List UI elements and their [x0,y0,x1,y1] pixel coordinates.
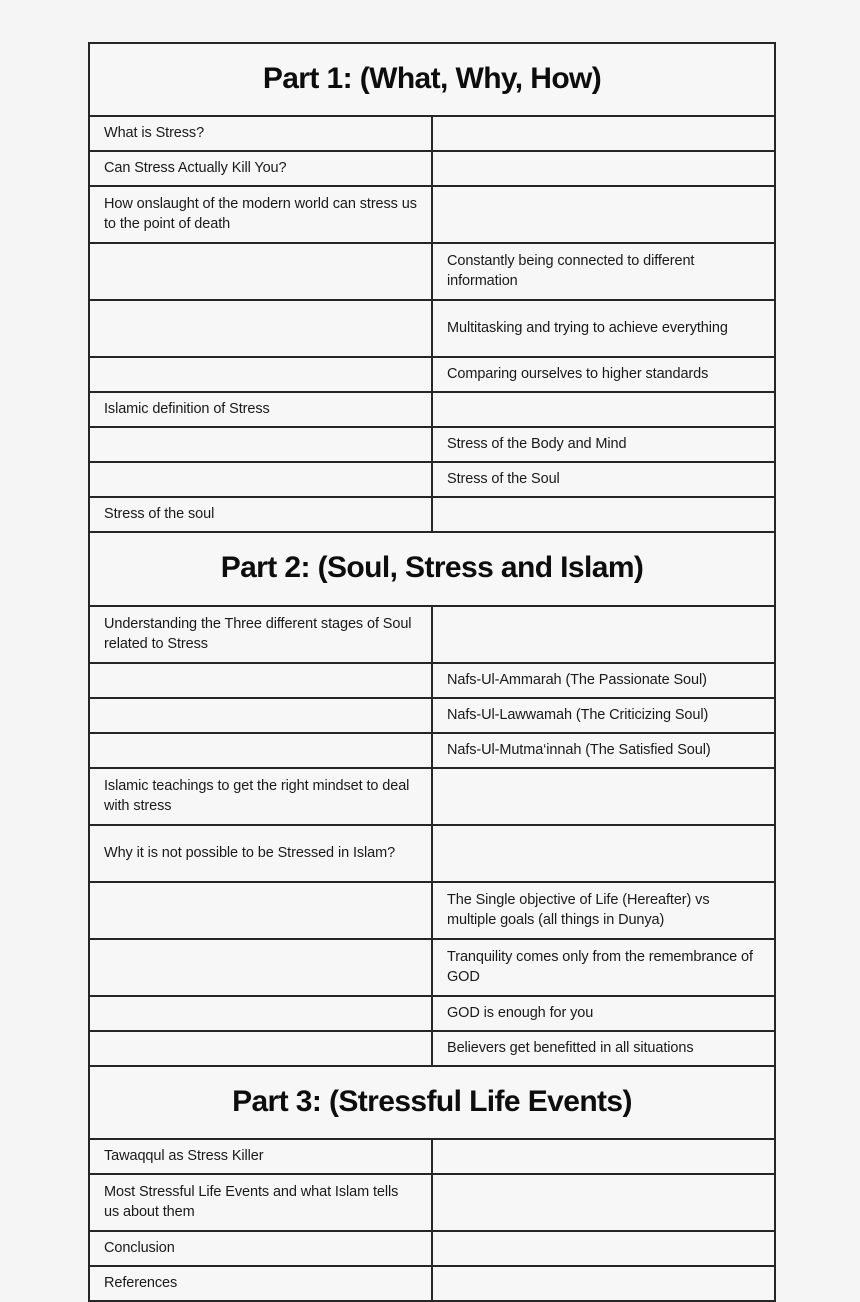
topic-cell-left [89,392,432,427]
topic-text: Comparing ourselves to higher standards [447,366,709,383]
topic-cell-left [89,1174,432,1231]
table-row [89,1031,775,1066]
section-header: Part 2: (Soul, Stress and Islam) [89,532,775,605]
topic-cell-left [89,1139,432,1174]
empty-cell-left [89,939,432,996]
topic-text: Islamic teachings to get the right mindset to deal with stress [104,777,410,814]
empty-cell-left [89,300,432,357]
topic-cell-left [89,1266,432,1301]
table-row [89,357,775,392]
topic-cell-left [89,186,432,243]
table-row [89,939,775,996]
topic-text: Stress of the Soul [447,471,560,488]
table-row [89,300,775,357]
empty-cell-right [432,768,775,825]
empty-cell-right [432,1266,775,1301]
topic-cell-right [432,427,775,462]
table-row [89,186,775,243]
topic-text: Believers get benefitted in all situations [447,1039,694,1056]
empty-cell-left [89,733,432,768]
table-row [89,1266,775,1301]
topic-cell-right [432,996,775,1031]
empty-cell-left [89,882,432,939]
topic-cell-left [89,151,432,186]
empty-cell-right [432,1231,775,1266]
table-row [89,996,775,1031]
empty-cell-left [89,698,432,733]
empty-cell-right [432,186,775,243]
topic-text: What is Stress? [104,125,205,142]
table-row [89,768,775,825]
empty-cell-right [432,497,775,532]
topic-cell-right [432,663,775,698]
topic-text: Tawaqqul as Stress Killer [104,1148,264,1165]
section-header-row [89,1066,775,1139]
topic-cell-right [432,882,775,939]
table-row [89,497,775,532]
table-row [89,733,775,768]
empty-cell-left [89,996,432,1031]
topic-cell-left [89,1231,432,1266]
topic-text: Can Stress Actually Kill You? [104,160,287,177]
topic-cell-right [432,462,775,497]
topic-text: Tranquility comes only from the remembrance of GOD [447,948,753,985]
topic-text: Constantly being connected to different information [447,253,695,290]
table-of-contents [88,42,776,1302]
table-row [89,663,775,698]
topic-text: Conclusion [104,1240,175,1257]
empty-cell-right [432,825,775,882]
table-row [89,462,775,497]
topic-cell-right [432,733,775,768]
empty-cell-right [432,151,775,186]
topic-text: GOD is enough for you [447,1004,594,1021]
section-header: Part 1: (What, Why, How) [89,43,775,116]
topic-text: Stress of the Body and Mind [447,436,627,453]
empty-cell-left [89,462,432,497]
section-header: Part 3: (Stressful Life Events) [89,1066,775,1139]
table-row [89,698,775,733]
empty-cell-left [89,243,432,300]
topic-cell-right [432,243,775,300]
topic-text: The Single objective of Life (Hereafter) vs multiple goals (all things in Dunya) [447,891,710,928]
topic-text: References [104,1275,178,1292]
topic-text: Most Stressful Life Events and what Islam tells us about them [104,1184,399,1221]
table-row [89,1139,775,1174]
table-row [89,606,775,663]
topic-text: Nafs-Ul-Lawwamah (The Criticizing Soul) [447,706,709,723]
empty-cell-left [89,663,432,698]
topic-text: Stress of the soul [104,506,215,523]
empty-cell-right [432,606,775,663]
topic-text: Nafs-Ul-Mutma‘innah (The Satisfied Soul) [447,741,711,758]
table-row [89,116,775,151]
table-row [89,151,775,186]
toc-body [89,43,775,1301]
topic-cell-left [89,825,432,882]
table-row [89,882,775,939]
topic-cell-left [89,497,432,532]
empty-cell-right [432,116,775,151]
topic-text: Islamic definition of Stress [104,401,270,418]
empty-cell-left [89,357,432,392]
empty-cell-right [432,1174,775,1231]
topic-text: Why it is not possible to be Stressed in Islam? [104,844,396,861]
section-header-row [89,43,775,116]
empty-cell-left [89,1031,432,1066]
topic-text: Nafs-Ul-Ammarah (The Passionate Soul) [447,671,707,688]
topic-cell-left [89,606,432,663]
topic-cell-right [432,300,775,357]
topic-cell-right [432,698,775,733]
table-row [89,243,775,300]
empty-cell-right [432,1139,775,1174]
empty-cell-left [89,427,432,462]
topic-text: How onslaught of the modern world can stress us to the point of death [104,196,417,233]
topic-cell-right [432,1031,775,1066]
section-header-row [89,532,775,605]
table-row [89,427,775,462]
topic-cell-right [432,939,775,996]
table-row [89,825,775,882]
topic-cell-right [432,357,775,392]
table-row [89,392,775,427]
table-row [89,1231,775,1266]
topic-text: Multitasking and trying to achieve everything [447,320,728,337]
topic-text: Understanding the Three different stages of Soul related to Stress [104,615,412,652]
empty-cell-right [432,392,775,427]
topic-cell-left [89,116,432,151]
table-row [89,1174,775,1231]
topic-cell-left [89,768,432,825]
